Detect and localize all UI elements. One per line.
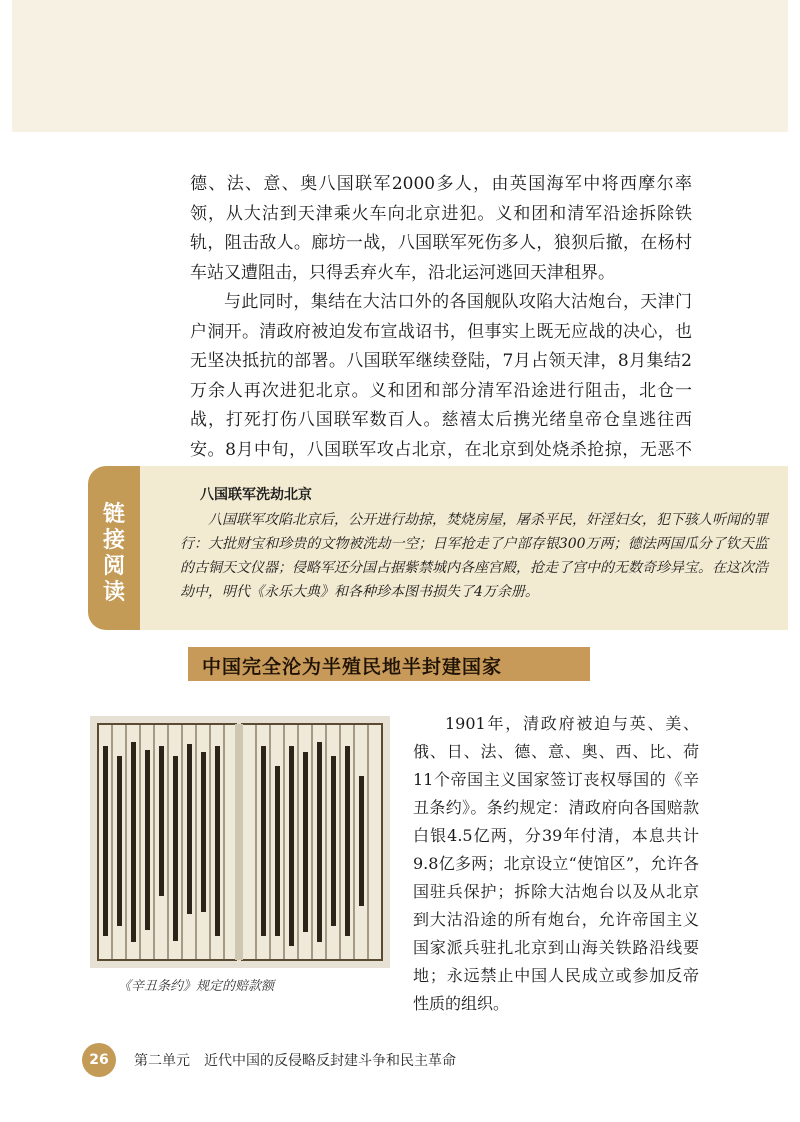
body-paragraph-1 [190, 170, 692, 288]
link-reading-title: 八国联军洗劫北京 [200, 487, 312, 503]
footer-unit-title: 第二单元 近代中国的反侵略反封建斗争和民主革命 [134, 1053, 456, 1069]
link-reading-tab-label: 链接阅读 [102, 502, 125, 605]
treaty-paragraph: 1901年，清政府被迫与英、美、俄、日、法、德、意、奥、西、比、荷11个帝国主义国家签订丧权辱国的《辛丑条约》。条约规定：清政府向各国赔款白银4.5亿两，分39年付清，本息共计9.8亿多两；北京设立“使馆区”，允许各国驻兵保护；拆除大沽炮台以及从北京到大沽沿途的所有炮台，允许帝国主义国家派兵驻扎北京到山海关铁路沿线要地；永远禁止中国人民成立或参加反帝性质的组织。 [413, 714, 699, 1013]
photo-caption: 《辛丑条约》规定的赔款额 [118, 979, 275, 994]
link-reading-tab [88, 466, 140, 630]
treaty-book-image [90, 716, 390, 968]
link-reading-content [140, 466, 788, 630]
body-paragraph-2 [190, 288, 692, 495]
paragraph-text: 与此同时，集结在大沽口外的各国舰队攻陷大沽炮台，天津门户洞开。清政府被迫发布宣战诏书，但事实上既无应战的决心，也无坚决抵抗的部署。八国联军继续登陆，7月占领天津，8月集结2万余人再次进犯北京。义和团和部分清军沿途进行阻击，北仓一战，打死打伤八国联军数百人。慈禧太后携光绪皇帝仓皇逃往西安。8月中旬，八国联军攻占北京，在北京到处烧杀抢掠，无恶不 [190, 292, 692, 460]
treaty-document-photo [90, 716, 390, 968]
link-reading-text: 八国联军攻陷北京后，公开进行劫掠，焚烧房屋，屠杀平民，奸淫妇女，犯下骇人听闻的罪行：大批财宝和珍贵的文物被洗劫一空；日军抢走了户部存银300万两；德法两国瓜分了钦天监的古铜天文仪器；侵略军还分国占据紫禁城内各座宫殿，抢走了宫中的无数奇珍异宝。在这次浩劫中，明代《永乐大典》和各种珍本图书损失了4万余册。 [180, 512, 768, 600]
section-heading-text: 中国完全沦为半殖民地半封建国家 [202, 656, 503, 678]
section-heading [188, 647, 590, 681]
paragraph-text: 德、法、意、奥八国联军2000多人，由英国海军中将西摩尔率领，从大沽到天津乘火车向北京进犯。义和团和清军沿途拆除铁轨，阻击敌人。廊坊一战，八国联军死伤多人，狼狈后撤，在杨村车站又遭阻击，只得丢弃火车，沿北运河逃回天津租界。 [190, 174, 692, 283]
header-band [12, 0, 788, 132]
page-number: 26 [82, 1043, 116, 1077]
link-reading-box [88, 466, 788, 630]
